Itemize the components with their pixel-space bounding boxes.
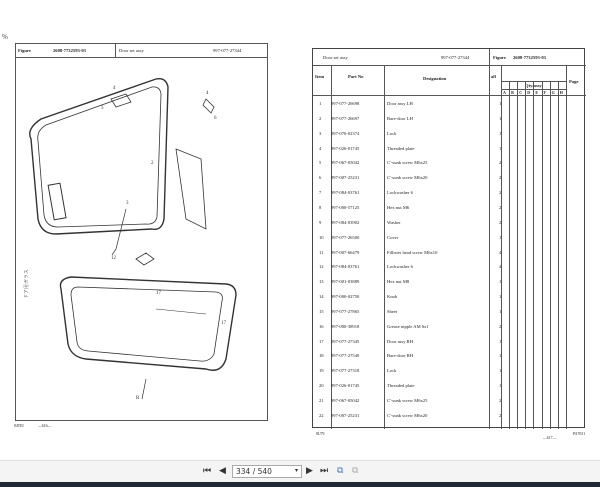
- cell-part: 997-084-03761: [331, 190, 360, 196]
- cell-des: Lock: [387, 130, 397, 136]
- cell-item: 9: [319, 219, 322, 225]
- cell-des: Knob: [387, 294, 398, 300]
- col-c: C: [519, 90, 523, 95]
- table-row: [313, 368, 586, 378]
- assembly-title: Door set assy: [119, 48, 144, 53]
- table-row: [313, 398, 586, 408]
- table-row: [313, 235, 586, 245]
- col-b: B: [511, 90, 514, 95]
- parts-table: [312, 48, 585, 428]
- cell-part: 997-007-25231: [331, 412, 360, 418]
- taskbar: [0, 482, 600, 487]
- table-row: [313, 101, 586, 111]
- table-figure-label: Figure: [493, 55, 506, 60]
- svg-text:6: 6: [214, 116, 217, 121]
- svg-text:3: 3: [126, 201, 129, 206]
- cell-part: 997-077-27345: [331, 338, 360, 344]
- left-footer-code: 84TEI: [14, 424, 24, 428]
- cell-des: Threaded plate: [387, 383, 415, 389]
- callout-label: ドア用ガラス: [25, 269, 30, 299]
- table-row: [313, 220, 586, 230]
- left-page-number: —616—: [38, 424, 52, 428]
- cell-item: 19: [319, 368, 324, 374]
- table-row: [313, 250, 586, 260]
- cell-qty: 1: [499, 353, 502, 359]
- cell-des: Bare-door RH: [387, 353, 414, 359]
- cell-qty: 4: [499, 264, 502, 270]
- right-footer-code: 8U79: [316, 432, 325, 436]
- cell-qty: 2: [499, 175, 502, 181]
- cell-part: 997-001-03889: [331, 279, 360, 285]
- cell-item: 8: [319, 204, 322, 210]
- table-figure-no: 2608-7732593-03: [513, 55, 546, 60]
- corner-mark: %: [2, 33, 8, 41]
- cell-des: Lock: [387, 368, 397, 374]
- cell-des: Sheet: [387, 308, 398, 314]
- svg-text:17: 17: [221, 321, 226, 326]
- table-row: [313, 160, 586, 170]
- svg-text:R: R: [136, 396, 140, 401]
- cell-des: Washer: [387, 219, 401, 225]
- cell-qty: 2: [499, 160, 502, 166]
- cell-qty: 1: [499, 101, 502, 106]
- right-footer-code-2: PA7031: [573, 432, 586, 436]
- cell-qty: 1: [499, 279, 502, 285]
- col-e: E: [535, 90, 539, 95]
- col-f: F: [543, 90, 546, 95]
- cell-qty: 1: [499, 115, 502, 121]
- cell-part: 997-077-27540: [331, 353, 360, 359]
- cell-qty: 1: [499, 383, 502, 389]
- cell-qty: 1: [499, 145, 502, 151]
- cell-part: 997-000-57125: [331, 204, 360, 210]
- copy-page-icon[interactable]: ⧉: [337, 466, 344, 476]
- svg-text:3: 3: [101, 106, 104, 111]
- cell-item: 14: [319, 294, 324, 300]
- cell-item: 18: [319, 353, 324, 359]
- cell-des: Cover: [387, 234, 399, 240]
- cell-des: Grease nipple AM 6x1: [387, 323, 429, 329]
- svg-text:2: 2: [151, 161, 154, 166]
- col-d: D: [527, 90, 531, 95]
- cell-des: Fillister head screw M6x10: [387, 249, 438, 255]
- table-row: [313, 264, 586, 274]
- svg-text:4: 4: [206, 91, 209, 96]
- cell-des: C'-sunk screw M6x25: [387, 160, 428, 166]
- cell-item: 10: [319, 234, 324, 240]
- cell-qty: 4: [499, 249, 502, 255]
- cell-item: 2: [319, 115, 322, 121]
- cell-qty: 2: [499, 219, 502, 225]
- cell-part: 997-084-03761: [331, 264, 360, 270]
- cell-part: 997-067-05042: [331, 398, 360, 403]
- table-row: [313, 279, 586, 289]
- cell-des: C'-sunk screw M6x20: [387, 412, 428, 418]
- last-page-icon[interactable]: ⏭: [320, 466, 329, 476]
- col-item: Item: [315, 74, 325, 79]
- cell-qty: 1: [499, 294, 502, 300]
- cell-qty: 1: [499, 338, 502, 344]
- cell-des: Hex nut M8: [387, 279, 410, 285]
- cell-part: 997-077-26697: [331, 115, 360, 121]
- cell-part: 997-067-05042: [331, 160, 360, 166]
- cell-item: 20: [319, 383, 324, 389]
- col-page: Page: [569, 79, 579, 84]
- table-title: Door set assy: [323, 55, 348, 60]
- table-row: [313, 131, 586, 141]
- right-page-number: —617—: [543, 436, 557, 440]
- cell-item: 21: [319, 398, 324, 403]
- table-row: [313, 339, 586, 349]
- cell-qty: 2: [499, 323, 502, 329]
- cell-des: C'-sunk screw M6x25: [387, 398, 428, 403]
- cell-part: 997-000-38918: [331, 323, 360, 329]
- cell-part: 997-007-66479: [331, 249, 360, 255]
- col-h: H: [559, 90, 563, 95]
- table-row: [313, 116, 586, 126]
- cell-qty: 1: [499, 234, 502, 240]
- cell-des: C'-sunk screw M6x20: [387, 175, 428, 181]
- table-row: [313, 309, 586, 319]
- cell-part: 997-026-01745: [331, 145, 360, 151]
- svg-text:12: 12: [111, 256, 116, 261]
- figure-number: 2608-7732593-03: [53, 48, 86, 53]
- col-qty: all: [491, 74, 496, 79]
- cell-qty: 1: [499, 368, 502, 374]
- cell-item: 6: [319, 175, 322, 181]
- cell-part: 997-026-01745: [331, 383, 360, 389]
- cell-des: Bare-door LH: [387, 115, 413, 121]
- table-row: [313, 413, 586, 423]
- table-row: [313, 294, 586, 304]
- cell-item: 17: [319, 338, 324, 344]
- cell-des: Hex nut M6: [387, 204, 410, 210]
- cell-part: 997-077-26698: [331, 101, 360, 106]
- table-row: [313, 146, 586, 156]
- cell-des: Door assy RH: [387, 338, 414, 344]
- table-part-no: 997-077-27344: [441, 55, 470, 60]
- cell-qty: 1: [499, 308, 502, 314]
- prev-page-icon[interactable]: ◀: [219, 466, 226, 476]
- left-page-header: [15, 43, 268, 58]
- cell-des: Lockwasher 6: [387, 264, 413, 270]
- cell-qty: 1: [499, 130, 502, 136]
- cell-qty: 2: [499, 398, 502, 403]
- cell-des: Lockwasher 6: [387, 190, 413, 196]
- cell-item: 12: [319, 264, 324, 270]
- col-part-no: Part No: [348, 74, 364, 79]
- col-designation: Designation: [423, 76, 447, 81]
- svg-text:17: 17: [156, 291, 161, 296]
- cell-item: 4: [319, 145, 322, 151]
- table-row: [313, 383, 586, 393]
- cell-item: 5: [319, 160, 322, 166]
- cell-item: 13: [319, 279, 324, 285]
- cell-item: 11: [319, 249, 324, 255]
- table-row: [313, 324, 586, 334]
- cell-item: 1: [319, 101, 322, 106]
- figure-label: Figure: [18, 48, 31, 53]
- paste-page-icon[interactable]: ⧉: [352, 466, 359, 476]
- cell-item: 15: [319, 308, 324, 314]
- cell-item: 7: [319, 190, 322, 196]
- cell-qty: 2: [499, 190, 502, 196]
- next-page-icon[interactable]: ▶: [306, 466, 313, 476]
- table-row: [313, 175, 586, 185]
- cell-qty: 2: [499, 412, 502, 418]
- col-a: A: [503, 90, 506, 95]
- first-page-icon[interactable]: ⏮: [203, 466, 212, 476]
- table-row: [313, 353, 586, 363]
- cell-part: 997-084-03902: [331, 219, 360, 225]
- cell-item: 3: [319, 130, 322, 136]
- page-number-select[interactable]: 334 / 540 ▾: [232, 465, 302, 478]
- exploded-diagram: [16, 59, 267, 419]
- cell-item: 22: [319, 412, 324, 418]
- assembly-part-no: 997-077-27344: [213, 48, 242, 53]
- svg-text:4: 4: [113, 86, 116, 91]
- cell-item: 16: [319, 323, 324, 329]
- table-row: [313, 205, 586, 215]
- cell-part: 997-070-02374: [331, 130, 360, 136]
- table-row: [313, 190, 586, 200]
- cell-part: 997-077-27865: [331, 308, 360, 314]
- cell-part: 997-000-02750: [331, 294, 360, 300]
- col-g: G: [551, 90, 555, 95]
- cell-des: Threaded plate: [387, 145, 415, 151]
- cell-part: 997-077-26500: [331, 234, 360, 240]
- cell-part: 997-077-27318: [331, 368, 360, 374]
- cell-part: 997-007-25231: [331, 175, 360, 181]
- cell-des: Door assy LH: [387, 101, 413, 106]
- cell-qty: 2: [499, 204, 502, 210]
